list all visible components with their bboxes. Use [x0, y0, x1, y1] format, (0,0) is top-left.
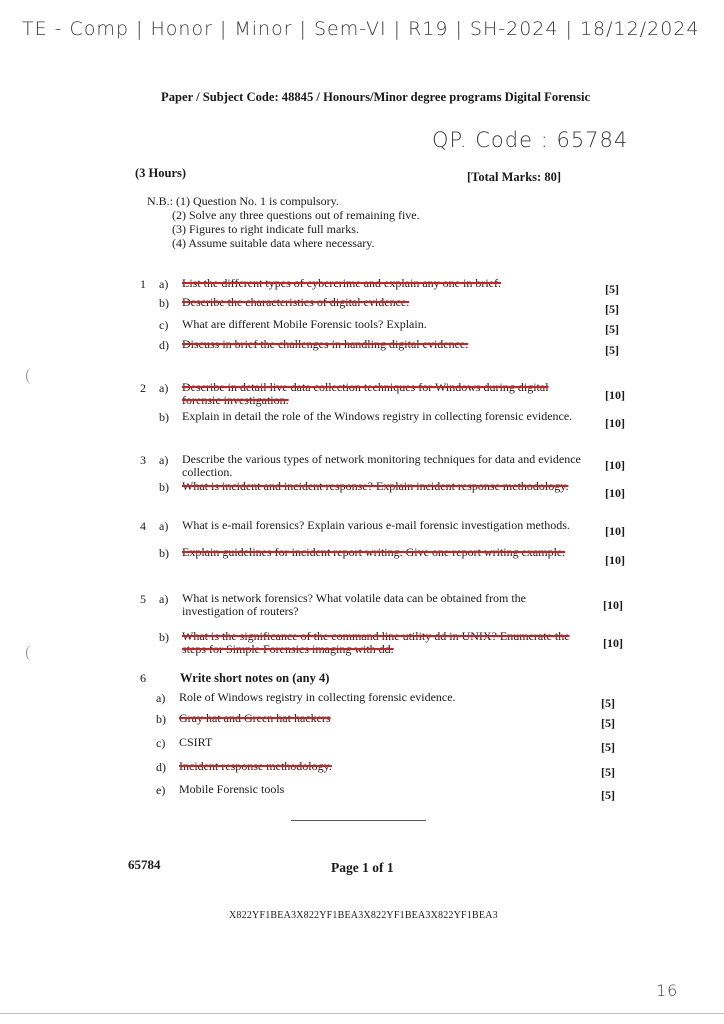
marks: [5] — [601, 765, 615, 779]
question-text: What is network forensics? What volatile data can be obtained from the investigation of routers? — [182, 591, 526, 618]
part-label: d) — [156, 760, 166, 774]
total-marks: [Total Marks: 80] — [467, 170, 561, 184]
question-number: 4 — [140, 519, 146, 533]
part-label: b) — [156, 712, 166, 726]
part-label: c) — [156, 736, 166, 750]
question-text: Describe in detail live data collection techniques for Windows during digital forensic investigation. — [182, 380, 549, 407]
part-label: a) — [159, 519, 169, 533]
part-label: b) — [159, 546, 169, 560]
part-label: d) — [159, 338, 169, 352]
question-text: Explain guidelines for incident report writing. Give one report writing example. — [182, 545, 566, 559]
part-label: b) — [159, 630, 169, 644]
marks: [5] — [605, 302, 619, 316]
marks: [10] — [605, 553, 625, 567]
page-indicator: Page 1 of 1 — [331, 860, 394, 875]
watermark-code: X822YF1BEA3X822YF1BEA3X822YF1BEA3X822YF1BEA3 — [229, 910, 498, 921]
marks: [5] — [605, 343, 619, 357]
marks: [10] — [605, 524, 625, 538]
short-notes-heading: Write short notes on (any 4) — [180, 671, 330, 685]
part-label: a) — [156, 691, 166, 705]
margin-mark — [26, 368, 37, 384]
question-text: What is the significance of the command line utility dd in UNIX? Enumerate the steps for Simple Forensics imaging with dd. — [182, 629, 570, 656]
part-label: a) — [159, 592, 169, 606]
end-divider — [291, 820, 426, 821]
part-label: a) — [159, 277, 169, 291]
marks: [10] — [605, 486, 625, 500]
part-label: b) — [159, 480, 169, 494]
instructions — [147, 194, 420, 250]
part-label: b) — [159, 410, 169, 424]
question-number: 1 — [140, 277, 146, 291]
footer-code: 65784 — [128, 857, 161, 872]
question-text: Incident response methodology. — [179, 759, 332, 773]
question-text: What is e-mail forensics? Explain various e-mail forensic investigation methods. — [182, 518, 570, 532]
marks: [5] — [605, 322, 619, 336]
duration: (3 Hours) — [135, 166, 187, 180]
question-text: Discuss in brief the challenges in handling digital evidence. — [182, 337, 469, 351]
question-text: Explain in detail the role of the Windows registry in collecting forensic evidence. — [182, 409, 573, 423]
question-text: Role of Windows registry in collecting forensic evidence. — [179, 690, 456, 704]
instruction-line: (4) Assume suitable data where necessary. — [172, 236, 375, 250]
question-text: Mobile Forensic tools — [179, 782, 285, 796]
question-number: 3 — [140, 453, 146, 467]
question-number: 5 — [140, 592, 146, 606]
scan-edge-line — [0, 1013, 724, 1014]
handwritten-sheet-number: 16 — [656, 981, 679, 1000]
instruction-line: N.B.: (1) Question No. 1 is compulsory. — [147, 194, 339, 208]
subject-line: Paper / Subject Code: 48845 / Honours/Minor degree programs Digital Forensic — [161, 90, 591, 104]
part-label: e) — [156, 783, 166, 797]
marks: [10] — [603, 598, 623, 612]
question-text: List the different types of cybercrime and explain any one in brief. — [182, 276, 501, 290]
handwritten-qp-code: QP. Code : 65784 — [432, 128, 629, 152]
margin-mark — [26, 645, 37, 661]
part-label: c) — [159, 318, 169, 332]
part-label: b) — [159, 296, 169, 310]
marks: [5] — [601, 716, 615, 730]
instruction-line: (2) Solve any three questions out of remaining five. — [172, 208, 420, 222]
question-number: 6 — [140, 671, 146, 685]
marks: [5] — [601, 696, 615, 710]
question-text: Gray hat and Green hat hackers — [179, 711, 331, 725]
marks: [10] — [605, 388, 625, 402]
part-label: a) — [159, 381, 169, 395]
question-text: Describe the various types of network monitoring techniques for data and evidence collection. — [182, 452, 581, 479]
question-number: 2 — [140, 381, 146, 395]
marks: [5] — [601, 740, 615, 754]
question-text: Describe the characteristics of digital evidence. — [182, 295, 410, 309]
marks: [5] — [601, 788, 615, 802]
marks: [5] — [605, 282, 619, 296]
part-label: a) — [159, 453, 169, 467]
question-text: What are different Mobile Forensic tools? Explain. — [182, 317, 427, 331]
question-text: What is incident and incident response? Explain incident response methodology. — [182, 479, 569, 493]
question-text: CSIRT — [179, 735, 213, 749]
marks: [10] — [603, 636, 623, 650]
instruction-line: (3) Figures to right indicate full marks. — [172, 222, 359, 236]
marks: [10] — [605, 458, 625, 472]
handwritten-top-note: TE - Comp | Honor | Minor | Sem-VI | R19 | SH-2024 | 18/12/2024 — [22, 18, 700, 40]
marks: [10] — [605, 416, 625, 430]
